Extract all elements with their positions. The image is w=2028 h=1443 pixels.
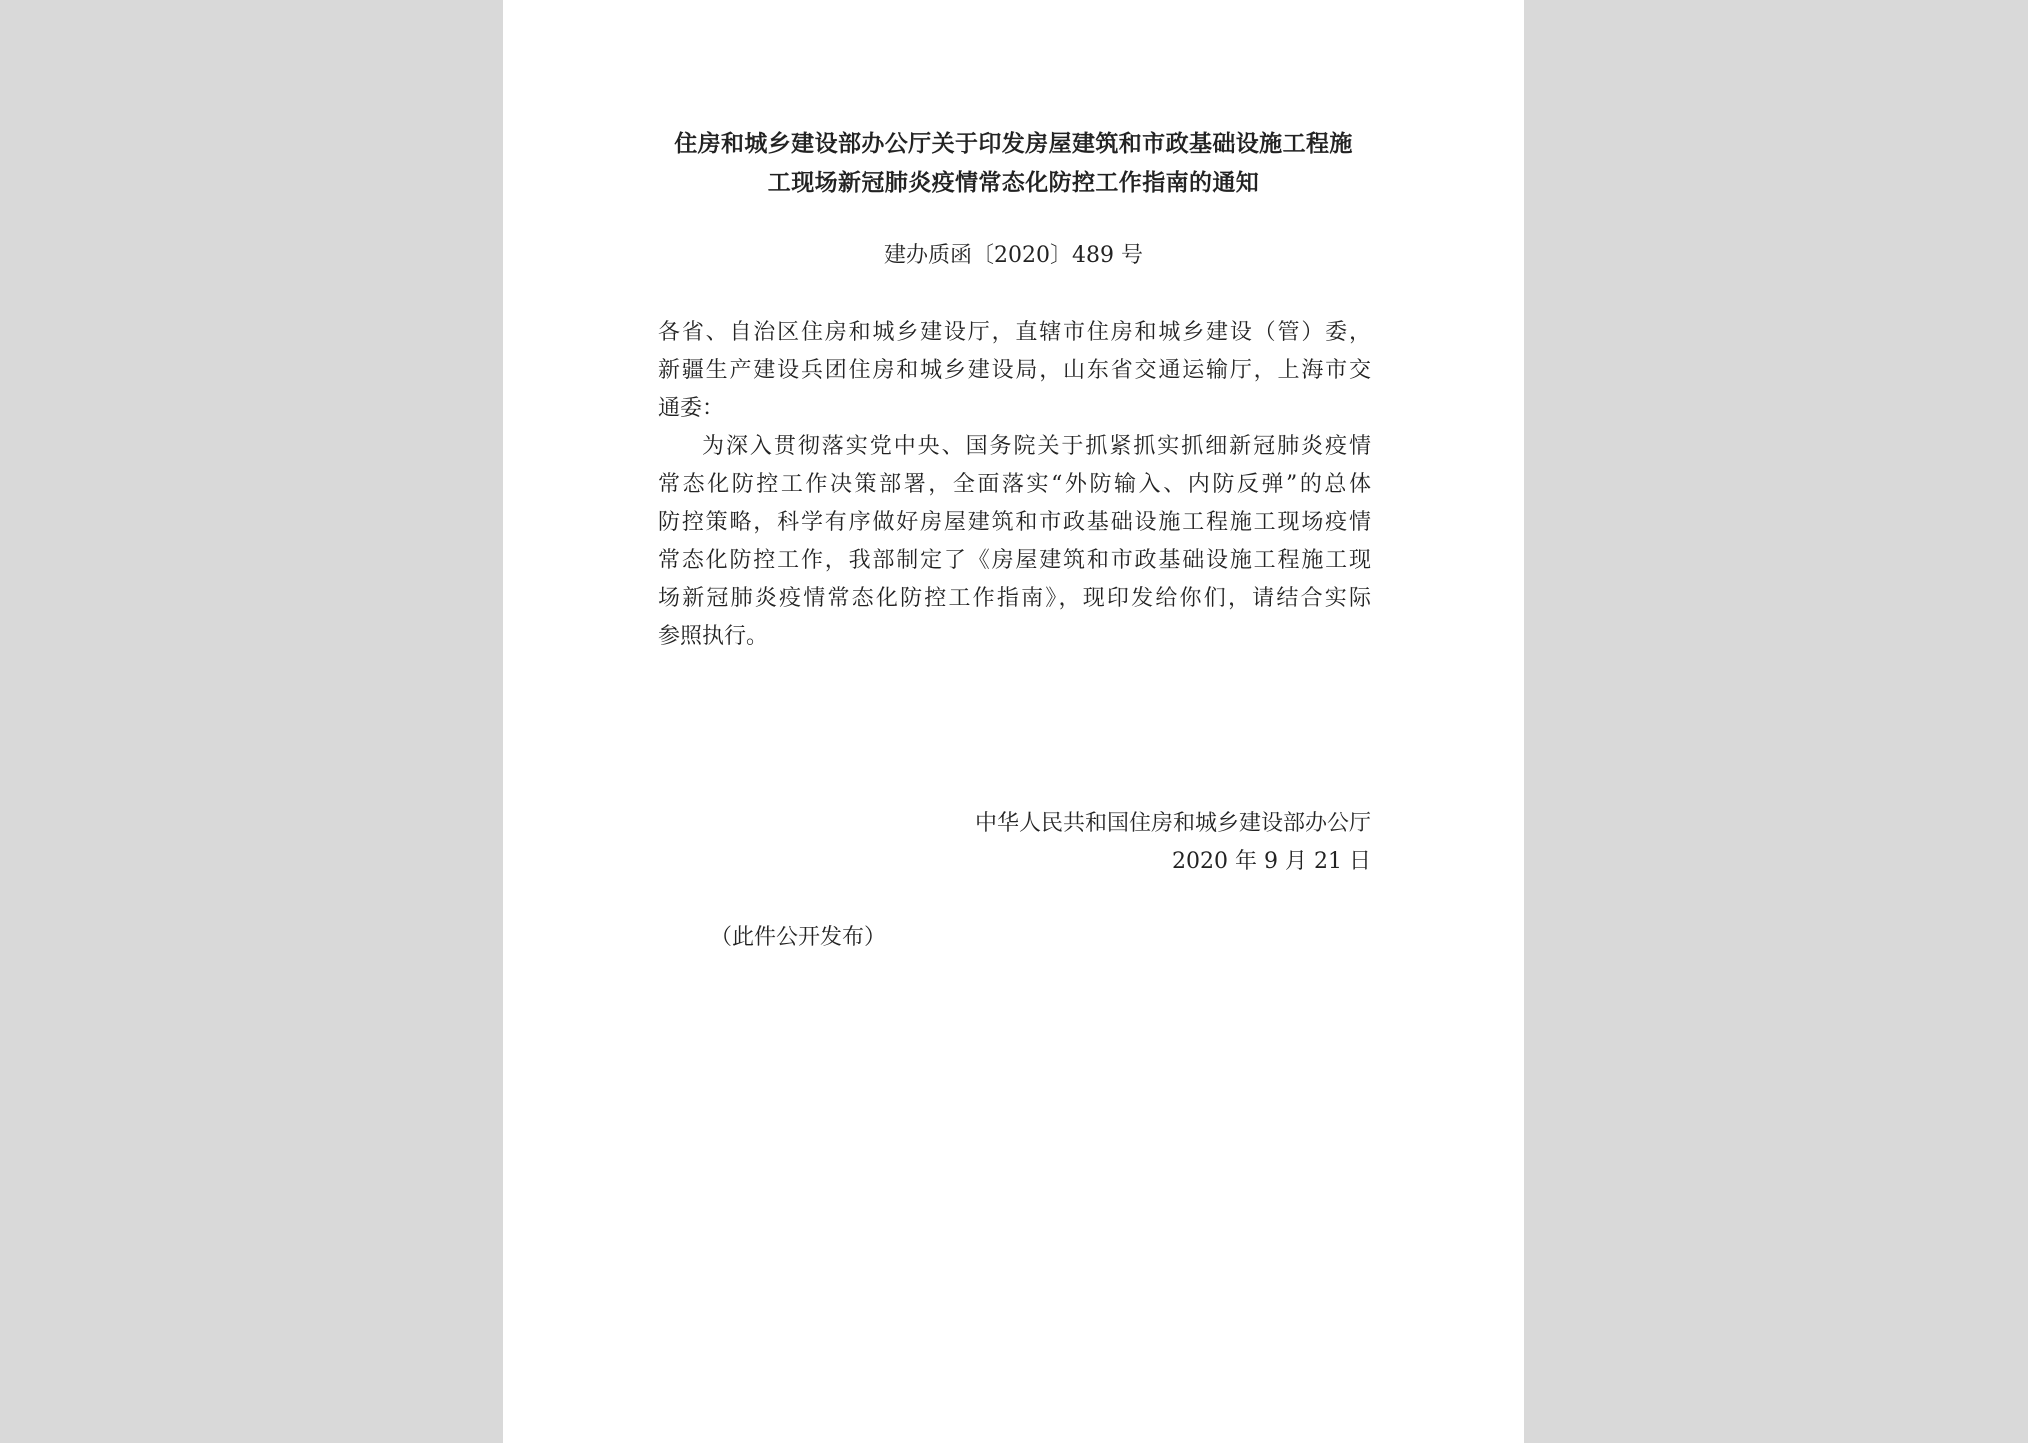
addressee-line: 各省、自治区住房和城乡建设厅，直辖市住房和城乡建设（管）委， (658, 320, 1371, 345)
signature-date: 2020 年 9 月 21 日 (1172, 849, 1371, 874)
addressee-line: 新疆生产建设兵团住房和城乡建设局，山东省交通运输厅，上海市交 (658, 358, 1371, 383)
signature-block (658, 805, 1371, 881)
body-paragraph (658, 428, 1371, 656)
addressee-block (658, 314, 1371, 428)
addressee-line: 通委： (658, 396, 725, 421)
paragraph-line: 场新冠肺炎疫情常态化防控工作指南》，现印发给你们，请结合实际 (658, 586, 1371, 611)
signature-organization: 中华人民共和国住房和城乡建设部办公厅 (974, 811, 1371, 836)
title-line-1: 住房和城乡建设部办公厅关于印发房屋建筑和市政基础设施工程施 (674, 130, 1353, 157)
document-number: 建办质函〔2020〕489 号 (884, 243, 1143, 268)
paragraph-line: 参照执行。 (658, 624, 769, 649)
paragraph-line: 为深入贯彻落实党中央、国务院关于抓紧抓实抓细新冠肺炎疫情 (702, 434, 1371, 459)
document-page (503, 0, 1524, 1443)
title-line-2: 工现场新冠肺炎疫情常态化防控工作指南的通知 (767, 169, 1260, 196)
paragraph-line: 常态化防控工作决策部署，全面落实“外防输入、内防反弹”的总体 (658, 472, 1371, 497)
paragraph-line: 常态化防控工作，我部制定了《房屋建筑和市政基础设施工程施工现 (658, 548, 1371, 573)
paragraph-line: 防控策略，科学有序做好房屋建筑和市政基础设施工程施工现场疫情 (658, 510, 1371, 535)
publication-note: （此件公开发布） (710, 925, 887, 950)
document-title (503, 124, 1524, 202)
